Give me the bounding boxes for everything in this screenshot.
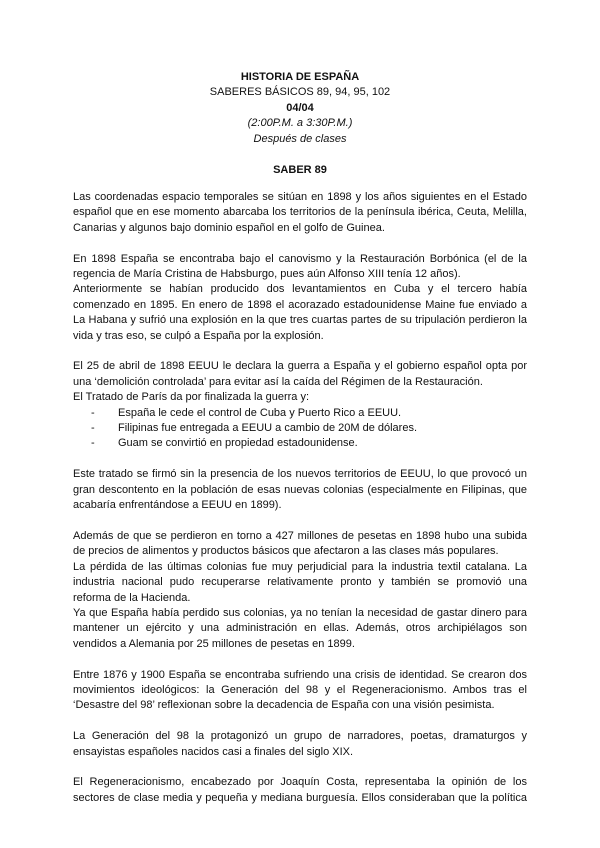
text-line: El 25 de abril de 1898 EEUU le declara la guerra a España y el gobierno español opta por bbox=[73, 360, 527, 373]
list-item: - España le cede el control de Cuba y Puerto Rico a EEUU. bbox=[91, 406, 527, 421]
text-line: movimientos ideológicos: la Generación del 98 y el Regeneracionismo. Ambos tras el bbox=[73, 683, 527, 696]
text-line: En 1898 España se encontraba bajo el canovismo y la Restauración Borbónica (el de la bbox=[73, 252, 527, 265]
text-line: Las coordenadas espacio temporales se sitúan en 1898 y los años siguientes en el Estado bbox=[73, 191, 527, 203]
document-date: 04/04 bbox=[286, 102, 314, 114]
document-title: HISTORIA DE ESPAÑA bbox=[240, 71, 360, 83]
text-line: Este tratado se firmó sin la presencia de los nuevos territorios de EEUU, lo que provocó un bbox=[73, 468, 527, 481]
text-line: comenzado en 1895. En enero de 1898 el acorazado estadounidense Maine fue enviado a bbox=[73, 298, 527, 311]
document-time: (2:00P.M. a 3:30P.M.) bbox=[247, 117, 353, 129]
paragraph-3 bbox=[73, 359, 527, 451]
text-line: regencia de María Cristina de Habsburgo, pues aún Alfonso XIII tenía 12 años). bbox=[73, 268, 461, 281]
list-item: - Filipinas fue entregada a EEUU a cambio de 20M de dólares. bbox=[91, 421, 527, 436]
text-line: ensayistas españoles nacidos casi a finales del siglo XIX. bbox=[73, 745, 354, 758]
text-line: El Tratado de París da por finalizada la guerra y: bbox=[73, 391, 310, 404]
text-line: Entre 1876 y 1900 España se encontraba sufriendo una crisis de identidad. Se crearon dos bbox=[73, 668, 527, 681]
text-line: El Regeneracionismo, encabezado por Joaquín Costa, representaba la opinión de los bbox=[73, 776, 527, 789]
text-line: español que en ese momento abarcaba los territorios de la península ibérica, Ceuta, Melilla, bbox=[73, 206, 527, 219]
text-line: gran descontento en la población de esas nuevas colonias (especialmente en Filipinas, que bbox=[73, 483, 527, 496]
paragraph-7 bbox=[73, 729, 527, 760]
text-line: de precios de alimentos y productos básicos que afectaron a las clases más populares. bbox=[73, 545, 499, 558]
list-item: - Guam se convirtió en propiedad estadounidense. bbox=[91, 436, 527, 451]
paragraph-4 bbox=[73, 467, 527, 513]
treaty-list bbox=[73, 406, 527, 452]
paragraph-1 bbox=[73, 190, 527, 236]
text-line: una ‘demolición controlada’ para evitar así la caída del Régimen de la Restauración. bbox=[73, 375, 483, 388]
text-line: vendidos a Alemania por 25 millones de pesetas en 1899. bbox=[73, 637, 355, 650]
text-line: Ya que España había perdido sus colonias, ya no tenían la necesidad de gastar dinero para bbox=[73, 606, 527, 619]
text-line: sectores de clase media y pequeña y mediana burguesía. Ellos consideraban que la política bbox=[73, 791, 527, 804]
paragraph-2 bbox=[73, 252, 527, 344]
text-line: ‘Desastre del 98’ reflexionan sobre la decadencia de España con una visión pesimista. bbox=[73, 699, 495, 712]
paragraph-8 bbox=[73, 775, 527, 806]
text-line: La Generación del 98 la protagonizó un grupo de narradores, poetas, dramaturgos y bbox=[73, 730, 527, 743]
text-line: industria nacional pudo recuperarse relativamente pronto y también se promovió una bbox=[73, 576, 527, 589]
text-line: La pérdida de las últimas colonias fue muy perjudicial para la industria textil catalana. La bbox=[73, 560, 527, 573]
paragraph-5 bbox=[73, 529, 527, 652]
text-line: mantener un ejército y una administración en ellas. Además, otros archipiélagos son bbox=[73, 622, 527, 635]
text-line: Anteriormente se habían producido dos levantamientos en Cuba y el tercero había bbox=[73, 283, 527, 296]
text-line: reforma de la Hacienda. bbox=[73, 591, 191, 604]
document-note: Después de clases bbox=[253, 133, 347, 145]
text-line: Además de que se perdieron en torno a 427 millones de pesetas en 1898 hubo una subida bbox=[73, 529, 527, 542]
text-line: Canarias y algunos bajo dominio español en el golfo de Guinea. bbox=[73, 221, 385, 234]
document-body bbox=[73, 190, 527, 822]
text-line: acabaría enfrentándose a EEUU en 1899). bbox=[73, 499, 282, 512]
paragraph-6 bbox=[73, 668, 527, 714]
text-line: La Habana y sufrió una explosión en la que tres cuartas partes de su tripulación perdieron la bbox=[73, 314, 527, 327]
document-subtitle: SABERES BÁSICOS 89, 94, 95, 102 bbox=[209, 86, 391, 98]
section-heading: SABER 89 bbox=[273, 164, 327, 176]
text-line: vida y tras eso, se culpó a España por la explosión. bbox=[73, 329, 324, 342]
